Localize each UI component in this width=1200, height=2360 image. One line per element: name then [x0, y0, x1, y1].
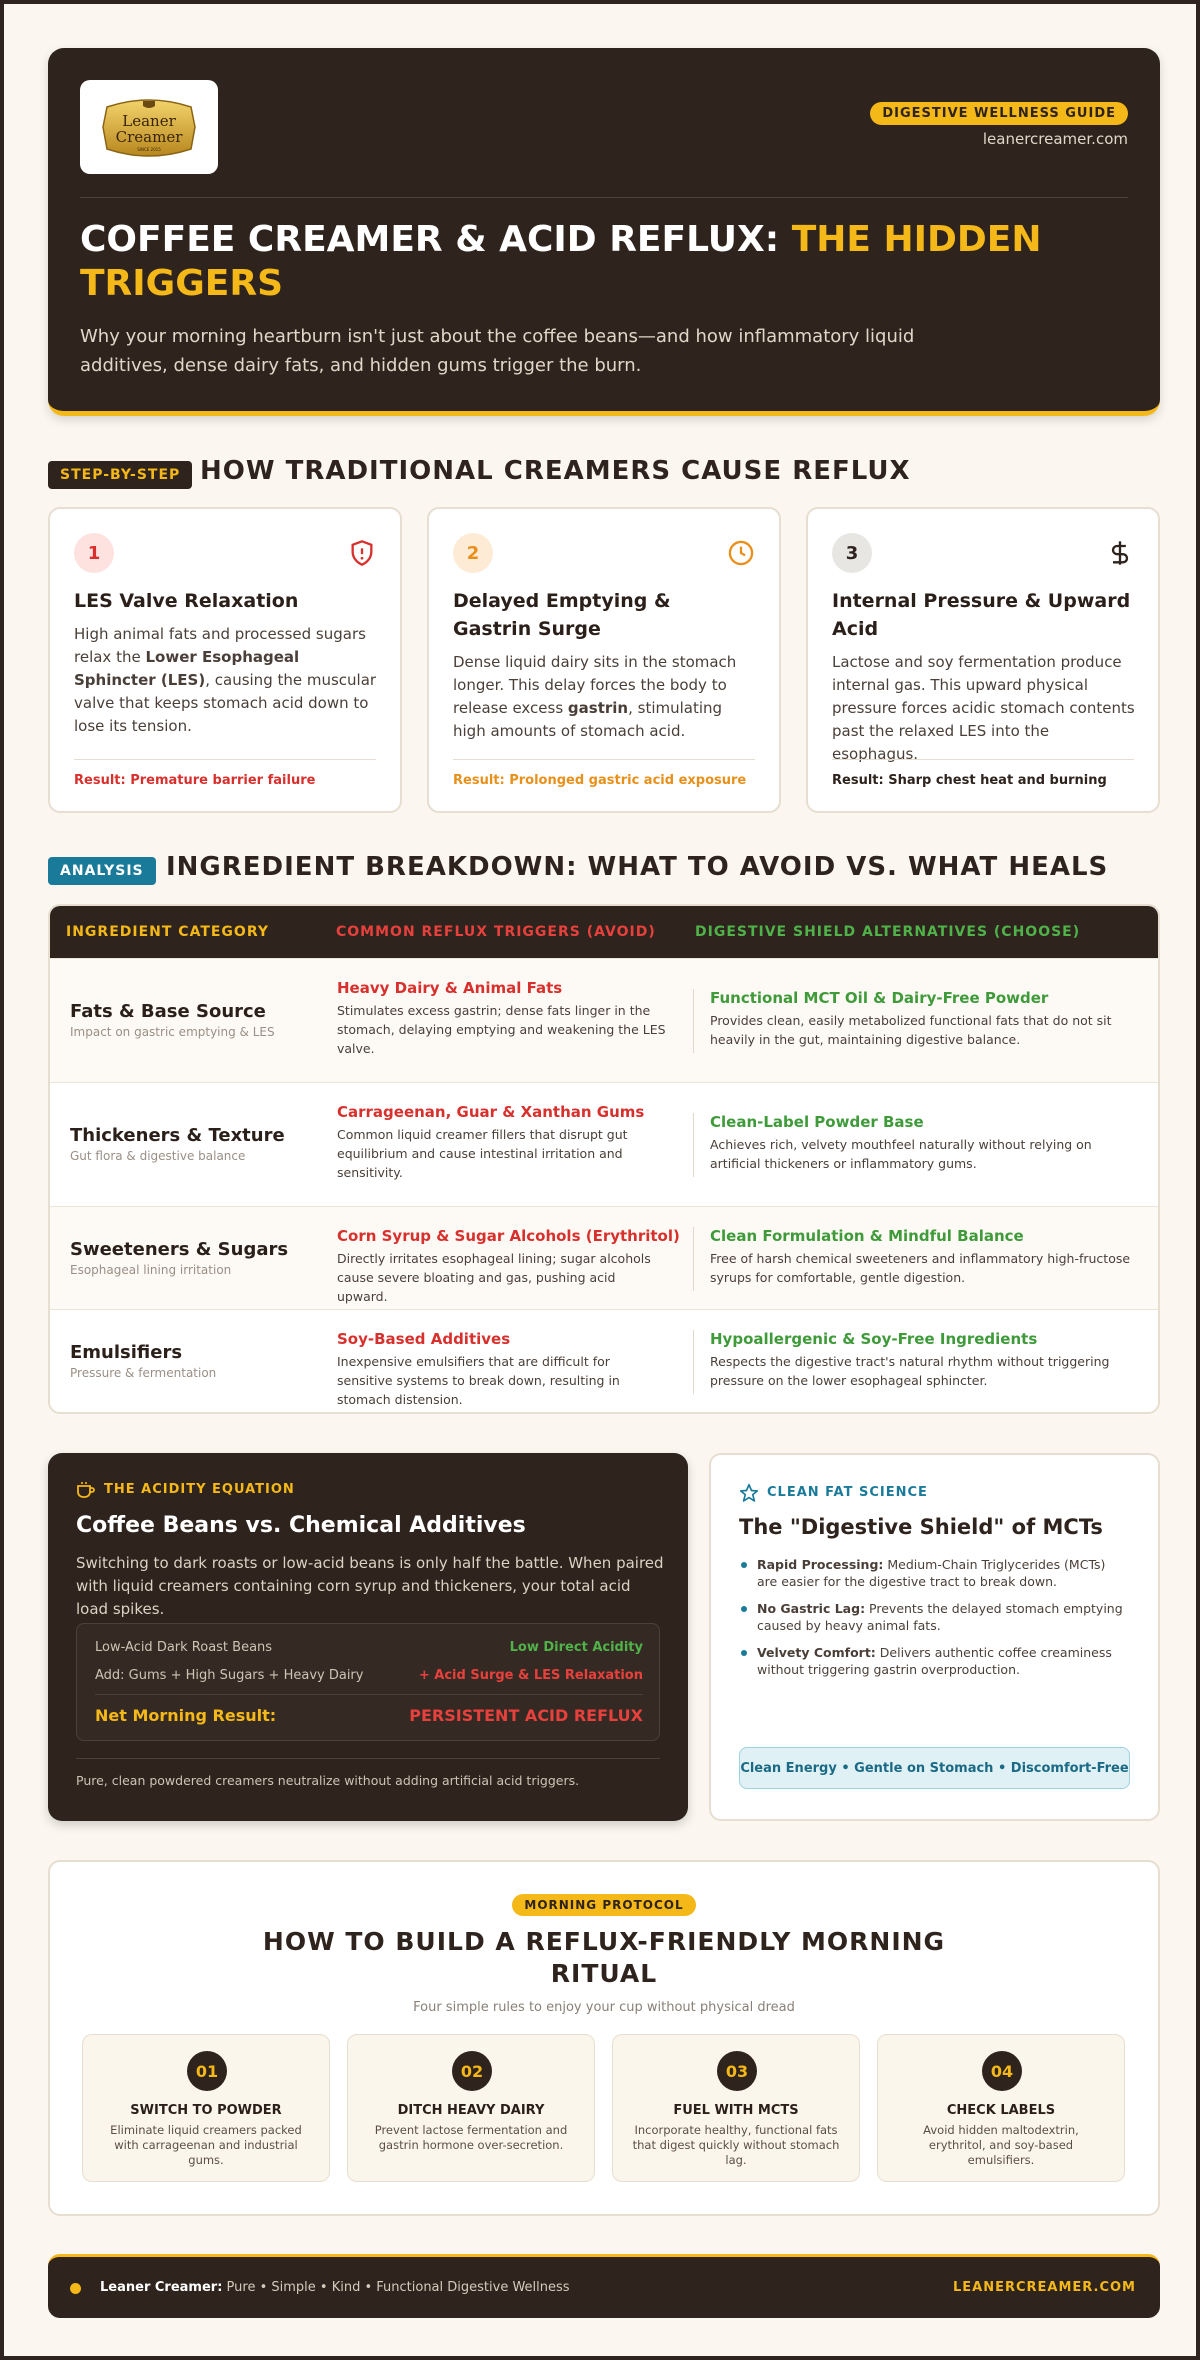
- choose-desc: Achieves rich, velvety mouthfeel naturally without relying on artificial thickeners or inflammatory gums.: [710, 1137, 1092, 1171]
- acidity-body: Switching to dark roasts or low-acid beans is only half the battle. When paired with liquid creamers containing corn syrup and thickeners, your total acid load spikes.: [76, 1554, 664, 1618]
- table-row: [50, 1082, 1158, 1206]
- footer-dot-icon: [70, 2283, 81, 2294]
- guide-badge: DIGESTIVE WELLNESS GUIDE: [870, 102, 1128, 125]
- shield-alert-icon: [348, 539, 376, 567]
- choose-title: Clean-Label Powder Base: [710, 1113, 924, 1131]
- step-body: Lactose and soy fermentation produce internal gas. This upward physical pressure forces acidic stomach contents past the relaxed LES into the esophagus.: [832, 653, 1135, 763]
- ritual-step-desc: Incorporate healthy, functional fats that digest quickly without stomach lag.: [632, 2123, 840, 2167]
- row-category-sub: Impact on gastric emptying & LES: [70, 1025, 275, 1039]
- avoid-desc: Stimulates excess gastrin; dense fats linger in the stomach, delaying emptying and weakening the LES valve.: [337, 1003, 666, 1056]
- step-title: Delayed Emptying & Gastrin Surge: [453, 590, 671, 640]
- avoid-desc: Inexpensive emulsifiers that are difficult for sensitive systems to break down, resulting in stomach distension.: [337, 1354, 620, 1407]
- analysis-section-title: INGREDIENT BREAKDOWN: WHAT TO AVOID VS. WHAT HEALS: [166, 852, 1109, 882]
- ritual-step-desc: Avoid hidden maltodextrin, erythritol, and soy-based emulsifiers.: [923, 2123, 1079, 2167]
- avoid-title: Carrageenan, Guar & Xanthan Gums: [337, 1103, 645, 1121]
- step-body: High animal fats and processed sugars relax the Lower Esophageal Sphincter (LES), causing the muscular valve that keeps stomach acid down to lose its tension.: [74, 625, 377, 735]
- page-title: [80, 218, 1080, 306]
- step-divider: [832, 759, 1134, 760]
- net-result-value: PERSISTENT ACID REFLUX: [409, 1706, 643, 1725]
- star-icon: [739, 1483, 759, 1503]
- mct-benefits-pill: Clean Energy • Gentle on Stomach • Discomfort-Free: [739, 1747, 1130, 1789]
- col-choose-header: DIGESTIVE SHIELD ALTERNATIVES (CHOOSE): [695, 924, 1081, 940]
- ritual-step-title: FUEL WITH MCTS: [673, 2103, 799, 2118]
- ritual-step-desc: Prevent lactose fermentation and gastrin hormone over-secretion.: [374, 2123, 568, 2152]
- protocol-badge: MORNING PROTOCOL: [512, 1894, 695, 1916]
- table-row: [50, 1309, 1158, 1414]
- equation-divider: [95, 1694, 643, 1695]
- ingredient-table: [48, 904, 1160, 1414]
- row-category-sub: Esophageal lining irritation: [70, 1263, 232, 1277]
- ritual-title: HOW TO BUILD A REFLUX-FRIENDLY MORNING RITUAL: [262, 1927, 946, 1988]
- row-divider: [693, 1113, 694, 1177]
- mct-list-item: Rapid Processing: Medium-Chain Triglycerides (MCTs) are easier for the digestive tract to break down.: [739, 1556, 1129, 1590]
- hero-header: [48, 48, 1160, 416]
- col-category-header: INGREDIENT CATEGORY: [66, 924, 269, 940]
- svg-text:Leaner: Leaner: [122, 112, 176, 130]
- title-main: COFFEE CREAMER & ACID REFLUX:: [80, 219, 792, 260]
- step-number: 1: [74, 533, 114, 573]
- avoid-title: Heavy Dairy & Animal Fats: [337, 979, 563, 997]
- row-category-sub: Pressure & fermentation: [70, 1366, 217, 1380]
- equation-box: [76, 1623, 660, 1741]
- table-header: [50, 906, 1158, 958]
- header-divider: [80, 197, 1128, 198]
- equation-line-2-right: + Acid Surge & LES Relaxation: [418, 1668, 643, 1683]
- ritual-step-1: [82, 2034, 330, 2182]
- equation-line-1-right: Low Direct Acidity: [509, 1640, 643, 1655]
- row-category-sub: Gut flora & digestive balance: [70, 1149, 246, 1163]
- choose-title: Functional MCT Oil & Dairy-Free Powder: [710, 989, 1049, 1007]
- mct-list: [739, 1556, 1129, 1678]
- net-result-label: Net Morning Result:: [95, 1706, 277, 1725]
- analysis-tag: ANALYSIS: [48, 857, 156, 885]
- mct-eyebrow: CLEAN FAT SCIENCE: [767, 1485, 928, 1500]
- mct-title: The "Digestive Shield" of MCTs: [739, 1515, 1103, 1539]
- step-result: Result: Premature barrier failure: [74, 773, 316, 788]
- table-row: [50, 958, 1158, 1082]
- choose-desc: Free of harsh chemical sweeteners and inflammatory high-fructose syrups for comfortable, gentle digestion.: [710, 1251, 1131, 1285]
- ritual-step-2: [347, 2034, 595, 2182]
- row-divider: [693, 1227, 694, 1291]
- choose-desc: Provides clean, easily metabolized functional fats that do not sit heavily in the gut, maintaining digestive balance.: [710, 1013, 1112, 1047]
- step-number: 3: [832, 533, 872, 573]
- acidity-eyebrow: THE ACIDITY EQUATION: [104, 1482, 295, 1497]
- ritual-step-title: CHECK LABELS: [946, 2103, 1056, 2118]
- step-title: LES Valve Relaxation: [74, 590, 299, 612]
- avoid-desc: Common liquid creamer fillers that disrupt gut equilibrium and cause intestinal irritation and sensitivity.: [337, 1127, 628, 1180]
- step-title: Internal Pressure & Upward Acid: [832, 590, 1131, 640]
- page-subtitle: Why your morning heartburn isn't just about the coffee beans—and how inflammatory liquid additives, dense dairy fats, and hidden gums trigger the burn.: [80, 326, 915, 376]
- step-result: Result: Prolonged gastric acid exposure: [453, 773, 747, 788]
- choose-desc: Respects the digestive tract's natural rhythm without triggering pressure on the lower esophageal sphincter.: [710, 1354, 1110, 1388]
- ritual-step-title: DITCH HEAVY DAIRY: [397, 2103, 545, 2118]
- clock-icon: [727, 539, 755, 567]
- mct-list-item: Velvety Comfort: Delivers authentic coffee creaminess without triggering gastrin overproduction.: [739, 1644, 1129, 1678]
- ritual-step-number: 03: [717, 2051, 757, 2091]
- step-card-3: [806, 507, 1160, 813]
- logo-badge-icon: [99, 93, 199, 161]
- ritual-subtitle: Four simple rules to enjoy your cup without physical dread: [413, 2000, 795, 2015]
- acidity-equation-card: [48, 1453, 688, 1821]
- avoid-title: Soy-Based Additives: [337, 1330, 511, 1348]
- protocol-badge-wrap: [50, 1894, 1158, 1916]
- choose-title: Clean Formulation & Mindful Balance: [710, 1227, 1024, 1245]
- morning-ritual-section: [48, 1860, 1160, 2216]
- steps-section-title: HOW TRADITIONAL CREAMERS CAUSE REFLUX: [200, 456, 911, 486]
- step-card-2: [427, 507, 781, 813]
- svg-text:SINCE 2015: SINCE 2015: [137, 147, 161, 152]
- mct-card: [709, 1453, 1160, 1821]
- row-category: Thickeners & Texture: [70, 1125, 285, 1146]
- row-divider: [693, 989, 694, 1053]
- row-divider: [693, 1330, 694, 1394]
- avoid-title: Corn Syrup & Sugar Alcohols (Erythritol): [337, 1227, 680, 1245]
- page-footer: [48, 2254, 1160, 2318]
- acidity-footnote: Pure, clean powdered creamers neutralize without adding artificial acid triggers.: [76, 1773, 580, 1788]
- equation-line-1-left: Low-Acid Dark Roast Beans: [95, 1640, 273, 1655]
- footer-site-link[interactable]: LEANERCREAMER.COM: [952, 2280, 1136, 2295]
- ritual-step-desc: Eliminate liquid creamers packed with carrageenan and industrial gums.: [110, 2123, 302, 2167]
- step-number: 2: [453, 533, 493, 573]
- choose-title: Hypoallergenic & Soy-Free Ingredients: [710, 1330, 1038, 1348]
- acidity-divider: [76, 1758, 660, 1759]
- step-body: Dense liquid dairy sits in the stomach longer. This delay forces the body to release excess gastrin, stimulating high amounts of stomach acid.: [453, 653, 737, 740]
- svg-text:Creamer: Creamer: [115, 128, 183, 146]
- mct-list-item: No Gastric Lag: Prevents the delayed stomach emptying caused by heavy animal fats.: [739, 1600, 1129, 1634]
- dollar-icon: [1106, 539, 1134, 567]
- ritual-step-number: 01: [187, 2051, 227, 2091]
- step-result: Result: Sharp chest heat and burning: [832, 773, 1107, 788]
- step-divider: [453, 759, 755, 760]
- ritual-step-title: SWITCH TO POWDER: [130, 2103, 282, 2118]
- row-category: Emulsifiers: [70, 1342, 183, 1363]
- row-category: Fats & Base Source: [70, 1001, 266, 1022]
- acidity-title: Coffee Beans vs. Chemical Additives: [76, 1513, 526, 1538]
- col-avoid-header: COMMON REFLUX TRIGGERS (AVOID): [336, 924, 656, 940]
- step-card-1: [48, 507, 402, 813]
- footer-text: Leaner Creamer: Pure • Simple • Kind • Functional Digestive Wellness: [100, 2280, 570, 2295]
- equation-line-2-left: Add: Gums + High Sugars + Heavy Dairy: [95, 1668, 364, 1683]
- ritual-step-4: [877, 2034, 1125, 2182]
- avoid-desc: Directly irritates esophageal lining; sugar alcohols cause severe bloating and gas, pushing acid upward.: [337, 1251, 651, 1304]
- header-site-link[interactable]: leanercreamer.com: [982, 130, 1128, 148]
- step-divider: [74, 759, 376, 760]
- title-highlight: THE HIDDEN TRIGGERS: [80, 219, 1042, 304]
- ritual-step-number: 02: [452, 2051, 492, 2091]
- ritual-step-3: [612, 2034, 860, 2182]
- brand-logo[interactable]: [80, 80, 218, 174]
- step-tag: STEP-BY-STEP: [48, 461, 192, 489]
- table-row: [50, 1206, 1158, 1309]
- ritual-step-number: 04: [982, 2051, 1022, 2091]
- coffee-cup-icon: [76, 1481, 96, 1499]
- row-category: Sweeteners & Sugars: [70, 1239, 289, 1260]
